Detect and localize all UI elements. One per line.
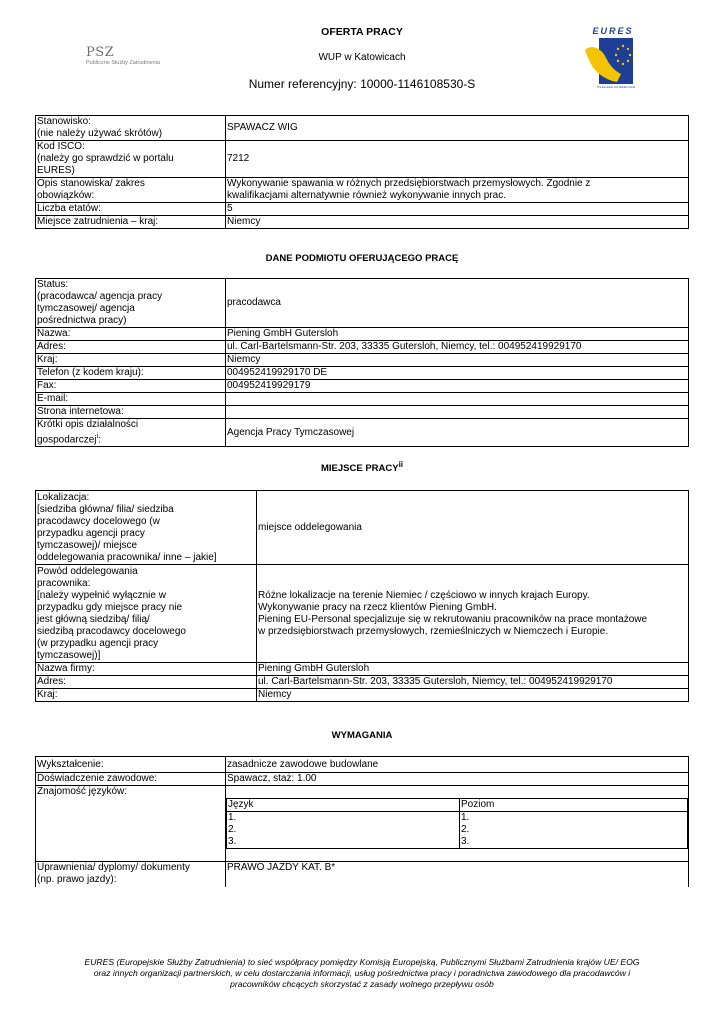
experience-label: Doświadczenie zawodowe: (36, 773, 226, 786)
delegation-reason-value: Różne lokalizacje na terenie Niemiec / częściowo w innych krajach Europy. Wykonywanie pracy na rzecz klientów Piening GmbH. Piening EU-Personal specjalizuje się w rekrutowaniu pracowników na prace montażowe w przedsiębiorstwach przemysłowych, rzemieślniczych w Niemczech i Europie. (257, 565, 689, 663)
employer-fax-value: 004952419929179 (226, 380, 689, 393)
table-row (36, 565, 689, 663)
table-row (36, 757, 689, 773)
employer-name-label: Nazwa: (36, 328, 226, 341)
employer-address-label: Adres: (36, 341, 226, 354)
table-row (36, 341, 689, 354)
workplace-country-label: Kraj: (36, 689, 257, 702)
workplace-country-value: Niemcy (257, 689, 689, 702)
table-row (227, 812, 688, 849)
level-slots: 1. 2. 3. (460, 812, 688, 849)
requirements-table (35, 756, 689, 887)
education-value: zasadnicze zawodowe budowlane (226, 757, 689, 773)
psz-logo-abbr: PSZ (86, 45, 115, 60)
table-row (36, 203, 689, 216)
business-description-label (36, 419, 226, 447)
table-row (36, 663, 689, 676)
employer-country-value: Niemcy (226, 354, 689, 367)
language-slots: 1. 2. 3. (227, 812, 460, 849)
languages-cell (226, 786, 689, 862)
isco-code-value: 7212 (226, 141, 689, 178)
positions-count-label: Liczba etatów: (36, 203, 226, 216)
requirements-section-heading: WYMAGANIA (331, 730, 393, 741)
work-country-value: Niemcy (226, 216, 689, 229)
employer-email-value (226, 393, 689, 406)
eures-logo (583, 24, 637, 92)
languages-label: Znajomość języków: (36, 786, 226, 862)
job-description-value: Wykonywanie spawania w różnych przedsiębiorstwach przemysłowych. Zgodnie z kwalifikacjami alternatywnie również wykonywanie innych prac. (226, 178, 689, 203)
business-description-label-colon: : (98, 434, 101, 446)
office-name: WUP w Katowicach (318, 52, 406, 63)
table-row (227, 799, 688, 812)
employer-address-value: ul. Carl-Bartelsmann-Str. 203, 33335 Gutersloh, Niemcy, tel.: 004952419929170 (226, 341, 689, 354)
position-title-label: Stanowisko: (nie należy używać skrótów) (36, 116, 226, 141)
licenses-value: PRAWO JAZDY KAT. B* (226, 862, 689, 887)
employer-status-label: Status: (pracodawca/ agencja pracy tymczasowej/ agencja pośrednictwa pracy) (36, 279, 226, 328)
company-name-value: Piening GmbH Gutersloh (257, 663, 689, 676)
employer-fax-label: Fax: (36, 380, 226, 393)
table-row (36, 862, 689, 887)
table-row (36, 116, 689, 141)
table-row (36, 328, 689, 341)
employer-website-label: Strona internetowa: (36, 406, 226, 419)
employer-table (35, 278, 689, 447)
employer-phone-label: Telefon (z kodem kraju): (36, 367, 226, 380)
table-row (36, 689, 689, 702)
languages-table (226, 798, 688, 849)
location-label: Lokalizacja: [siedziba główna/ filia/ siedziba pracodawcy docelowego (w przypadku agencji pracy tymczasowej)/ miejsce oddelegowania pracownika/ inne – jakie] (36, 491, 257, 565)
job-description-label: Opis stanowiska/ zakres obowiązków: (36, 178, 226, 203)
workplace-address-label: Adres: (36, 676, 257, 689)
footer-note: EURES (Europejskie Służby Zatrudnienia) to sieć współpracy pomiędzy Komisją Europejską, Publicznymi Służbami Zatrudnienia krajów UE/ EOG oraz innych organizacji partnerskich, w celu dostarczania informacji, usług pośrednictwa pracy i poradnictwa zawodowego dla pracodawców i pracowników chcących skorzystać z zasady wolnego przepływu osób (84, 957, 640, 989)
employer-section-heading: DANE PODMIOTU OFERUJĄCEGO PRACĘ (265, 253, 459, 264)
employer-email-label: E-mail: (36, 393, 226, 406)
level-column-header: Poziom (460, 799, 688, 812)
footnote-marker: i (96, 433, 99, 440)
footnote-marker: ii (398, 460, 404, 469)
table-row (36, 773, 689, 786)
table-row (36, 216, 689, 229)
table-row (36, 178, 689, 203)
education-label: Wykształcenie: (36, 757, 226, 773)
position-title-value: SPAWACZ WIG (226, 116, 689, 141)
employer-status-value: pracodawca (226, 279, 689, 328)
employer-website-value (226, 406, 689, 419)
table-row (36, 419, 689, 447)
reference-number: Numer referencyjny: 10000-1146108530-S (248, 77, 476, 91)
workplace-address-value: ul. Carl-Bartelsmann-Str. 203, 33335 Gutersloh, Niemcy, tel.: 004952419929170 (257, 676, 689, 689)
delegation-reason-label: Powód oddelegowania pracownika: [należy wypełnić wyłącznie w przypadku gdy miejsce pracy nie jest główną siedzibą/ filią/ siedzibą pracodawcy docelowego (w przypadku agencji pracy tymczasowej)] (36, 565, 257, 663)
language-column-header: Język (227, 799, 460, 812)
work-country-label: Miejsce zatrudnienia – kraj: (36, 216, 226, 229)
table-row (36, 786, 689, 862)
business-description-value: Agencja Pracy Tymczasowej (226, 419, 689, 447)
location-value: miejsce oddelegowania (257, 491, 689, 565)
position-table (35, 115, 689, 229)
employer-phone-value: 004952419929170 DE (226, 367, 689, 380)
positions-count-value: 5 (226, 203, 689, 216)
table-row (36, 491, 689, 565)
psz-logo-name: Publiczne Służby Zatrudnienia (86, 60, 160, 66)
table-row (36, 380, 689, 393)
isco-code-label: Kod ISCO: (należy go sprawdzić w portalu EURES) (36, 141, 226, 178)
employer-name-value: Piening GmbH Gutersloh (226, 328, 689, 341)
workplace-heading-text: MIEJSCE PRACY (320, 463, 399, 475)
eures-logo-wordmark: EURES (592, 26, 634, 36)
table-row (36, 676, 689, 689)
workplace-section-heading (0, 460, 724, 474)
business-description-label-text: Krótki opis działalności gospodarczej (37, 419, 139, 446)
licenses-label: Uprawnienia/ dyplomy/ dokumenty (np. prawo jazdy): (36, 862, 226, 887)
table-row (36, 141, 689, 178)
table-row (36, 279, 689, 328)
eures-logo-graphic (583, 24, 637, 92)
table-row (36, 406, 689, 419)
table-row (36, 367, 689, 380)
table-row (36, 354, 689, 367)
table-row (36, 393, 689, 406)
document-title: OFERTA PRACY (321, 26, 403, 38)
eures-logo-tagline: The European Job Mobility Portal (596, 86, 636, 89)
experience-value: Spawacz, staż: 1.00 (226, 773, 689, 786)
workplace-table (35, 490, 689, 702)
company-name-label: Nazwa firmy: (36, 663, 257, 676)
employer-country-label: Kraj: (36, 354, 226, 367)
